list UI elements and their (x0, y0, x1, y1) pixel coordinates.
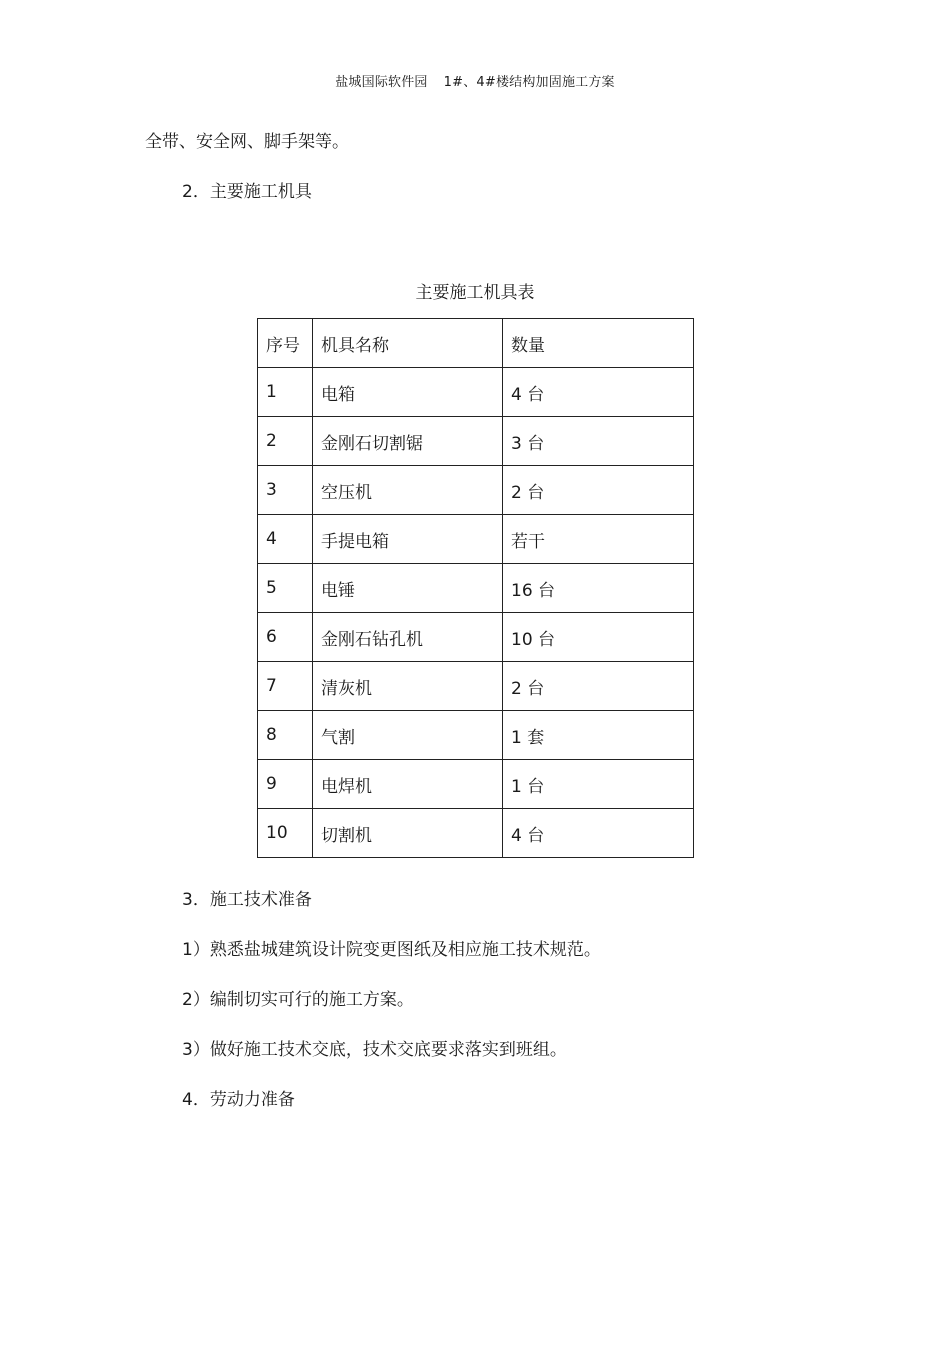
cell-index: 10 (258, 809, 313, 858)
equipment-table (257, 318, 694, 858)
cell-quantity: 16 台 (503, 564, 694, 613)
cell-index: 3 (258, 466, 313, 515)
header-document-title: 1#、4#楼结构加固施工方案 (443, 75, 615, 90)
cell-quantity: 2 台 (503, 466, 694, 515)
cell-name: 切割机 (313, 809, 503, 858)
column-header-quantity: 数量 (503, 319, 694, 368)
table-row (258, 662, 694, 711)
cell-name: 电箱 (313, 368, 503, 417)
cell-index: 2 (258, 417, 313, 466)
cell-quantity: 3 台 (503, 417, 694, 466)
cell-quantity: 若干 (503, 515, 694, 564)
column-header-index: 序号 (258, 319, 313, 368)
table-row (258, 368, 694, 417)
cell-index: 8 (258, 711, 313, 760)
cell-name: 清灰机 (313, 662, 503, 711)
table-row (258, 613, 694, 662)
table-row (258, 564, 694, 613)
table-row (258, 515, 694, 564)
cell-name: 空压机 (313, 466, 503, 515)
table-row (258, 417, 694, 466)
cell-index: 7 (258, 662, 313, 711)
running-header (0, 71, 950, 90)
cell-index: 4 (258, 515, 313, 564)
cell-name: 金刚石切割锯 (313, 417, 503, 466)
cell-quantity: 10 台 (503, 613, 694, 662)
table-row (258, 809, 694, 858)
continued-paragraph: 全带、安全网、脚手架等。 (145, 132, 349, 152)
cell-name: 电锤 (313, 564, 503, 613)
cell-index: 5 (258, 564, 313, 613)
section-heading-tech-prep: 3．施工技术准备 (182, 890, 312, 910)
header-project-name: 盐城国际软件园 (335, 75, 428, 90)
table-row (258, 760, 694, 809)
cell-quantity: 4 台 (503, 368, 694, 417)
cell-name: 金刚石钻孔机 (313, 613, 503, 662)
table-row (258, 711, 694, 760)
list-item-1: 1）熟悉盐城建筑设计院变更图纸及相应施工技术规范。 (182, 940, 601, 960)
table-caption: 主要施工机具表 (415, 283, 535, 303)
cell-quantity: 1 套 (503, 711, 694, 760)
cell-index: 9 (258, 760, 313, 809)
column-header-name: 机具名称 (313, 319, 503, 368)
section-heading-equipment: 2．主要施工机具 (182, 182, 312, 202)
cell-quantity: 1 台 (503, 760, 694, 809)
cell-index: 6 (258, 613, 313, 662)
cell-name: 手提电箱 (313, 515, 503, 564)
cell-quantity: 2 台 (503, 662, 694, 711)
list-item-2: 2）编制切实可行的施工方案。 (182, 990, 414, 1010)
cell-name: 电焊机 (313, 760, 503, 809)
table-row (258, 466, 694, 515)
list-item-3: 3）做好施工技术交底，技术交底要求落实到班组。 (182, 1040, 567, 1060)
section-heading-labor: 4．劳动力准备 (182, 1090, 295, 1110)
cell-index: 1 (258, 368, 313, 417)
cell-name: 气割 (313, 711, 503, 760)
table-header-row (258, 319, 694, 368)
cell-quantity: 4 台 (503, 809, 694, 858)
